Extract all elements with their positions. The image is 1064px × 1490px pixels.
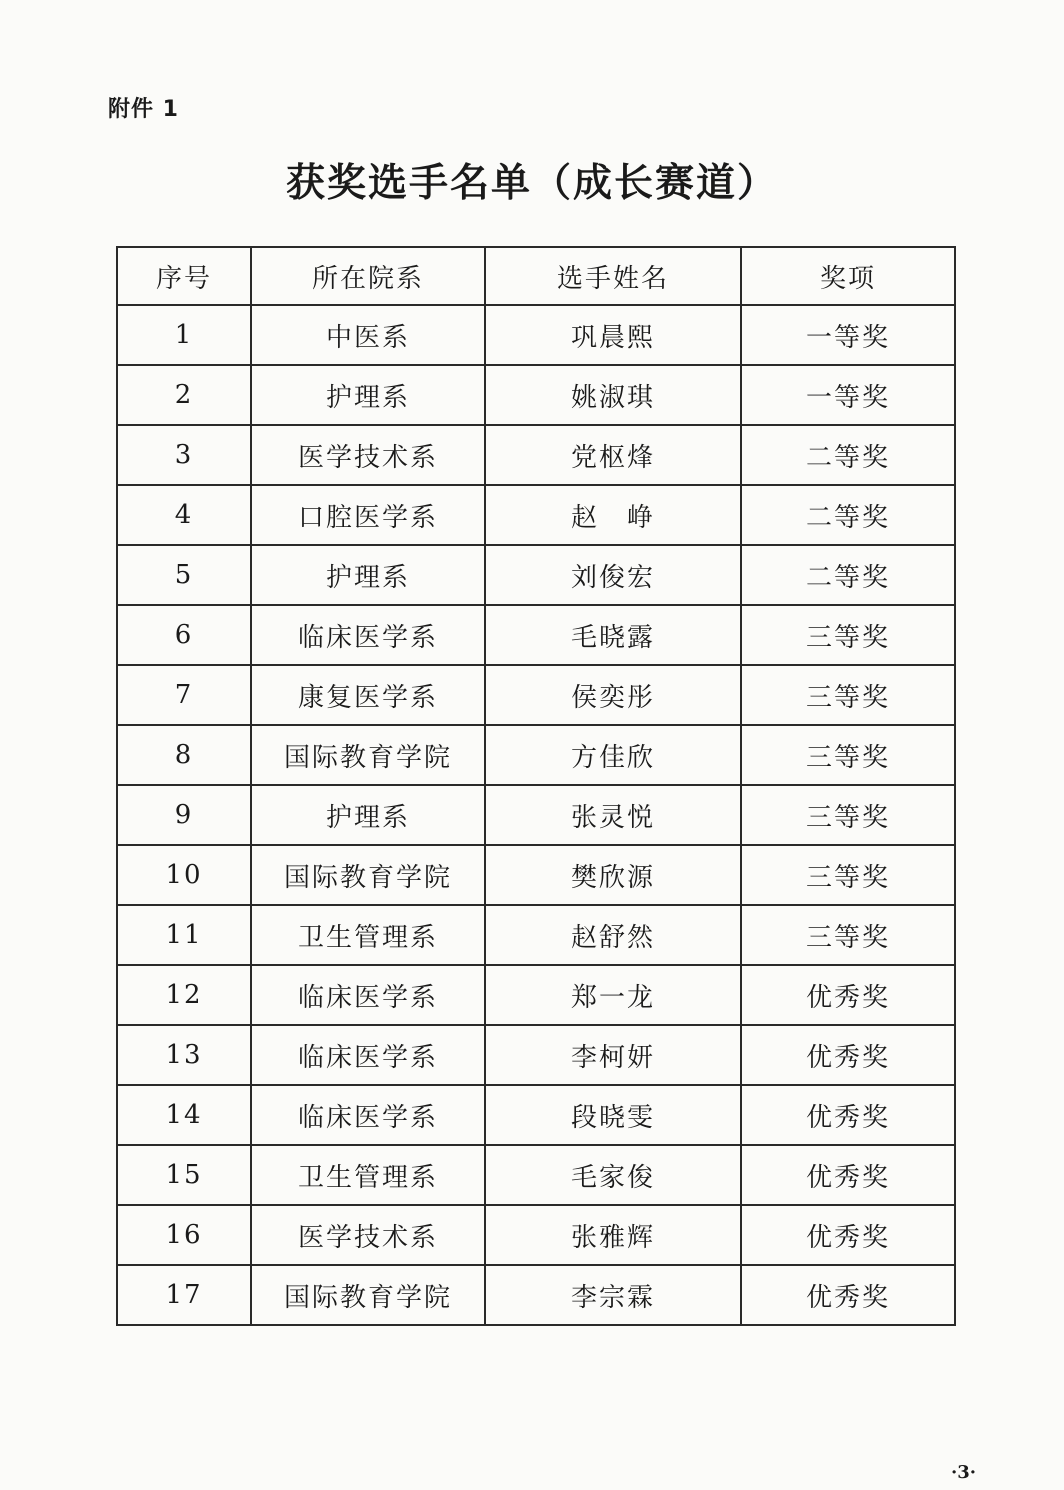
cell-award: 优秀奖 — [741, 1205, 955, 1265]
cell-no: 12 — [117, 965, 251, 1025]
cell-name: 毛家俊 — [485, 1145, 741, 1205]
cell-name: 赵舒然 — [485, 905, 741, 965]
cell-dept: 护理系 — [251, 365, 485, 425]
cell-dept: 医学技术系 — [251, 1205, 485, 1265]
cell-award: 三等奖 — [741, 845, 955, 905]
table-row — [117, 365, 955, 425]
cell-award: 优秀奖 — [741, 965, 955, 1025]
cell-dept: 临床医学系 — [251, 965, 485, 1025]
table-row — [117, 485, 955, 545]
cell-dept: 口腔医学系 — [251, 485, 485, 545]
cell-name: 李宗霖 — [485, 1265, 741, 1325]
awards-table — [116, 246, 956, 1326]
table-row — [117, 545, 955, 605]
cell-no: 2 — [117, 365, 251, 425]
cell-award: 优秀奖 — [741, 1025, 955, 1085]
cell-no: 16 — [117, 1205, 251, 1265]
cell-award: 三等奖 — [741, 605, 955, 665]
cell-award: 三等奖 — [741, 905, 955, 965]
table-row — [117, 965, 955, 1025]
cell-no: 5 — [117, 545, 251, 605]
table-row — [117, 785, 955, 845]
cell-no: 4 — [117, 485, 251, 545]
cell-dept: 卫生管理系 — [251, 905, 485, 965]
cell-no: 6 — [117, 605, 251, 665]
cell-no: 1 — [117, 305, 251, 365]
cell-dept: 临床医学系 — [251, 1025, 485, 1085]
cell-name: 方佳欣 — [485, 725, 741, 785]
table-row — [117, 725, 955, 785]
cell-name: 张雅辉 — [485, 1205, 741, 1265]
page-title: 获奖选手名单（成长赛道） — [285, 161, 778, 206]
table-row — [117, 665, 955, 725]
cell-dept: 中医系 — [251, 305, 485, 365]
header-name: 选手姓名 — [485, 247, 741, 305]
cell-dept: 卫生管理系 — [251, 1145, 485, 1205]
cell-name: 郑一龙 — [485, 965, 741, 1025]
cell-no: 14 — [117, 1085, 251, 1145]
cell-name: 段晓雯 — [485, 1085, 741, 1145]
cell-award: 三等奖 — [741, 785, 955, 845]
cell-dept: 国际教育学院 — [251, 1265, 485, 1325]
cell-award: 三等奖 — [741, 725, 955, 785]
cell-award: 二等奖 — [741, 545, 955, 605]
table-row — [117, 1085, 955, 1145]
cell-award: 一等奖 — [741, 305, 955, 365]
table-row — [117, 305, 955, 365]
table-row — [117, 425, 955, 485]
cell-dept: 护理系 — [251, 545, 485, 605]
table-row — [117, 845, 955, 905]
cell-award: 一等奖 — [741, 365, 955, 425]
cell-no: 17 — [117, 1265, 251, 1325]
cell-no: 13 — [117, 1025, 251, 1085]
cell-dept: 临床医学系 — [251, 1085, 485, 1145]
cell-award: 二等奖 — [741, 425, 955, 485]
cell-name: 樊欣源 — [485, 845, 741, 905]
cell-dept: 护理系 — [251, 785, 485, 845]
cell-name: 刘俊宏 — [485, 545, 741, 605]
page-number: ·3· — [950, 1462, 976, 1483]
header-award: 奖项 — [741, 247, 955, 305]
cell-award: 优秀奖 — [741, 1085, 955, 1145]
cell-no: 8 — [117, 725, 251, 785]
header-dept: 所在院系 — [251, 247, 485, 305]
table-row — [117, 1145, 955, 1205]
cell-name: 赵 峥 — [485, 485, 741, 545]
cell-no: 10 — [117, 845, 251, 905]
cell-dept: 医学技术系 — [251, 425, 485, 485]
cell-award: 优秀奖 — [741, 1145, 955, 1205]
cell-award: 三等奖 — [741, 665, 955, 725]
cell-name: 张灵悦 — [485, 785, 741, 845]
table-row — [117, 1205, 955, 1265]
cell-name: 巩晨熙 — [485, 305, 741, 365]
table-row — [117, 905, 955, 965]
cell-name: 侯奕彤 — [485, 665, 741, 725]
cell-award: 二等奖 — [741, 485, 955, 545]
cell-award: 优秀奖 — [741, 1265, 955, 1325]
cell-name: 毛晓露 — [485, 605, 741, 665]
cell-dept: 康复医学系 — [251, 665, 485, 725]
attachment-label: 附件 1 — [108, 97, 179, 122]
cell-name: 姚淑琪 — [485, 365, 741, 425]
cell-dept: 国际教育学院 — [251, 725, 485, 785]
cell-no: 11 — [117, 905, 251, 965]
cell-no: 3 — [117, 425, 251, 485]
cell-no: 9 — [117, 785, 251, 845]
table-row — [117, 1265, 955, 1325]
cell-name: 党枢烽 — [485, 425, 741, 485]
cell-name: 李柯妍 — [485, 1025, 741, 1085]
cell-no: 7 — [117, 665, 251, 725]
cell-dept: 临床医学系 — [251, 605, 485, 665]
cell-no: 15 — [117, 1145, 251, 1205]
cell-dept: 国际教育学院 — [251, 845, 485, 905]
table-row — [117, 1025, 955, 1085]
table-header-row — [117, 247, 955, 305]
header-no: 序号 — [117, 247, 251, 305]
table-row — [117, 605, 955, 665]
